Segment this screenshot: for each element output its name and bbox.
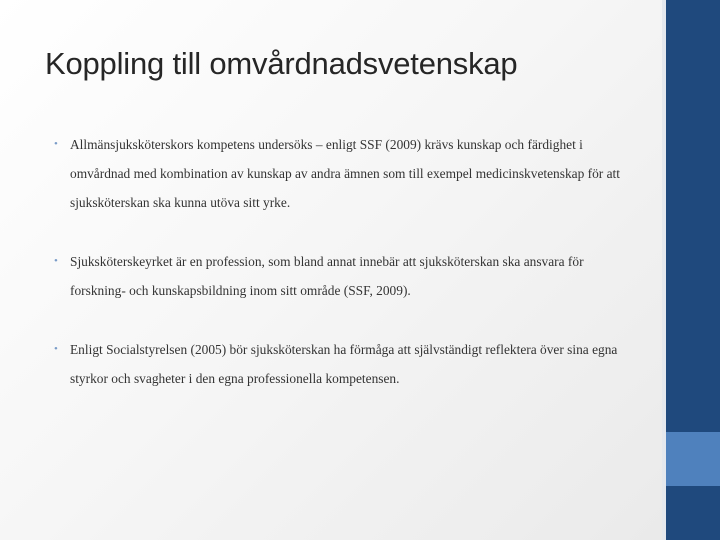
bullet-item [52, 247, 637, 305]
slide-title: Koppling till omvårdnadsvetenskap [45, 46, 518, 81]
bullet-icon: • [54, 343, 58, 355]
bullet-icon: • [54, 255, 58, 267]
side-panel-dark [666, 0, 720, 432]
side-panel-bottom [666, 486, 720, 540]
bullet-text: Enligt Socialstyrelsen (2005) bör sjuksköterskan ha förmåga att självständigt reflektera över sina egna styrkor och svagheter i den egna professionella kompetensen. [70, 342, 618, 386]
bullet-text: Sjuksköterskeyrket är en profession, som bland annat innebär att sjuksköterskan ska ansvara för forskning- och kunskapsbildning inom sitt område (SSF, 2009). [70, 254, 584, 298]
bullet-item [52, 335, 637, 393]
bullet-list [52, 130, 637, 423]
bullet-item [52, 130, 637, 217]
bullet-text: Allmänsjuksköterskors kompetens undersöks – enligt SSF (2009) krävs kunskap och färdighet i omvårdnad med kombination av kunskap av andra ämnen som till exempel medicinskvetenskap för att sjuksköterskan ska kunna utöva sitt yrke. [70, 137, 620, 210]
bullet-icon: • [54, 138, 58, 150]
side-panel-accent [666, 432, 720, 486]
